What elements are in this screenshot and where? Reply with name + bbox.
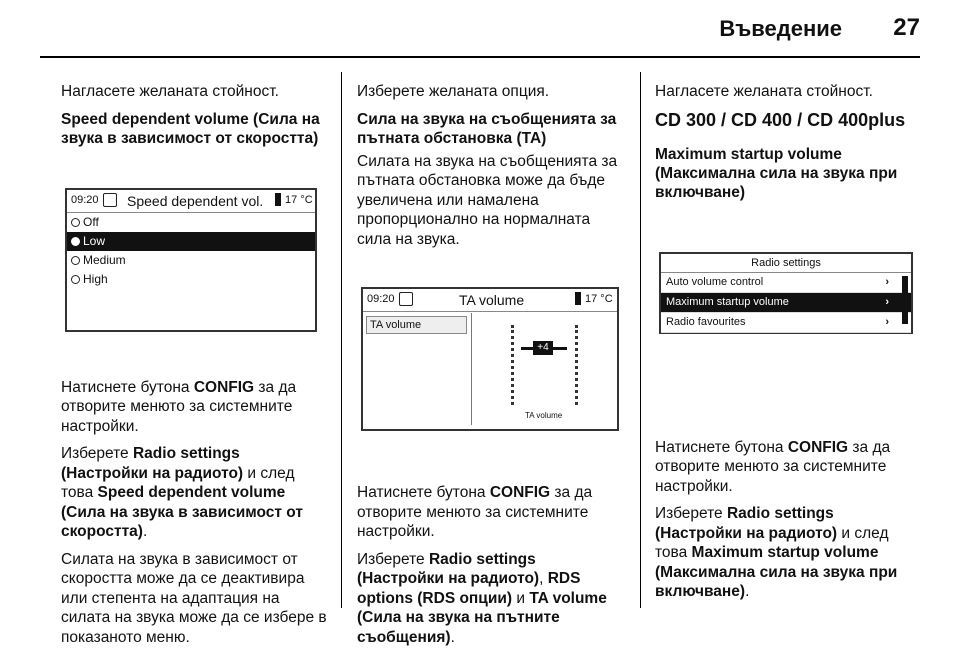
press-config-text: Натиснете бутона CONFIG за да отворите менюто за системните настройки.	[655, 438, 891, 495]
column-2	[357, 82, 625, 655]
ta-volume-list-item[interactable]: TA volume	[366, 316, 467, 334]
header-rule	[40, 56, 920, 58]
column-1	[61, 82, 327, 655]
chevron-right-icon: ›	[885, 275, 889, 288]
page-header	[0, 0, 960, 54]
chevron-right-icon: ›	[885, 315, 889, 328]
column-3	[655, 82, 923, 610]
volume-value[interactable]: +4	[533, 341, 553, 355]
clock: 09:20	[367, 293, 395, 305]
press-config-text: Натиснете бутона CONFIG за да отворите менюто за системните настройки.	[357, 484, 593, 540]
screen-title: Radio settings	[661, 254, 911, 273]
menu-item-radio-favourites[interactable]: Radio favourites ›	[661, 313, 911, 333]
radio-settings-screenshot	[655, 212, 919, 426]
temperature: 17 °C	[285, 193, 313, 206]
clock: 09:20	[71, 193, 99, 206]
temperature: 17 °C	[585, 293, 613, 305]
select-text: Изберете Radio settings (Настройки на радиото) и след това Speed dependent volume (Сила на звука в зависимост от скоростта).	[61, 445, 303, 540]
chevron-right-icon: ›	[885, 295, 889, 308]
intro-text: Нагласете желаната стойност.	[655, 83, 873, 100]
intro-text: Нагласете желаната стойност.	[61, 83, 279, 100]
ta-volume-screenshot	[357, 257, 623, 471]
select-text: Изберете Radio settings (Настройки на радиото), RDS options (RDS опции) и TA volume (Сила на звука на пътните съобщения).	[357, 550, 607, 646]
description-text: Силата на звука в зависимост от скоростта може да се деактивира или степента на адаптация на силата на звука може да се избере в показаното меню.	[61, 550, 327, 646]
menu-item-auto-volume[interactable]: Auto volume control ›	[661, 273, 911, 293]
speed-volume-heading: Speed dependent volume (Сила на звука в зависимост от скоростта)	[61, 110, 320, 147]
option-off[interactable]: Off	[67, 213, 315, 232]
speed-volume-screenshot	[61, 158, 323, 366]
status-bar	[363, 289, 617, 312]
page-number: 27	[893, 14, 920, 41]
scale-right	[575, 325, 578, 405]
menu-item-max-startup[interactable]: Maximum startup volume ›	[661, 293, 911, 313]
option-medium[interactable]: Medium	[67, 251, 315, 270]
display-screen	[361, 287, 619, 431]
intro-text: Изберете желаната опция.	[357, 83, 550, 100]
max-startup-heading: Maximum startup volume (Максимална сила на звука при включване)	[655, 145, 898, 201]
option-low[interactable]: Low	[67, 232, 315, 251]
select-text: Изберете Radio settings (Настройки на радиото) и след това Maximum startup volume (Максимална сила на звука при включване).	[655, 505, 898, 600]
screen-title: Speed dependent vol.	[127, 192, 264, 209]
ta-description: Силата на звука на съобщенията за пътната обстановка може да бъде увеличена или намалена пропорционално на нормалната сила на звука.	[357, 152, 618, 248]
scrollbar[interactable]	[902, 276, 908, 324]
press-config-text: Натиснете бутона CONFIG за да отворите менюто за системните настройки.	[61, 378, 297, 435]
option-high[interactable]: High	[67, 270, 315, 289]
display-screen	[659, 252, 913, 334]
radio-selected-icon	[71, 237, 80, 246]
ta-volume-heading: Сила на звука на съобщенията за пътната обстановка (TA)	[357, 110, 617, 147]
battery-icon	[575, 292, 581, 305]
status-bar	[67, 190, 315, 213]
column-divider-2	[640, 72, 641, 608]
radio-icon	[71, 218, 80, 227]
column-divider-1	[341, 72, 342, 608]
check-icon	[399, 292, 413, 306]
slider-caption: TA volume	[525, 411, 563, 420]
pane-divider	[471, 313, 472, 425]
display-screen	[65, 188, 317, 332]
check-icon	[103, 193, 117, 207]
page-title: Въведение	[719, 16, 842, 41]
screen-title: TA volume	[459, 292, 525, 308]
scale-left	[511, 325, 514, 405]
radio-icon	[71, 256, 80, 265]
radio-icon	[71, 275, 80, 284]
battery-icon	[275, 193, 281, 206]
cd-models-heading: CD 300 / CD 400 / CD 400plus	[655, 109, 906, 130]
